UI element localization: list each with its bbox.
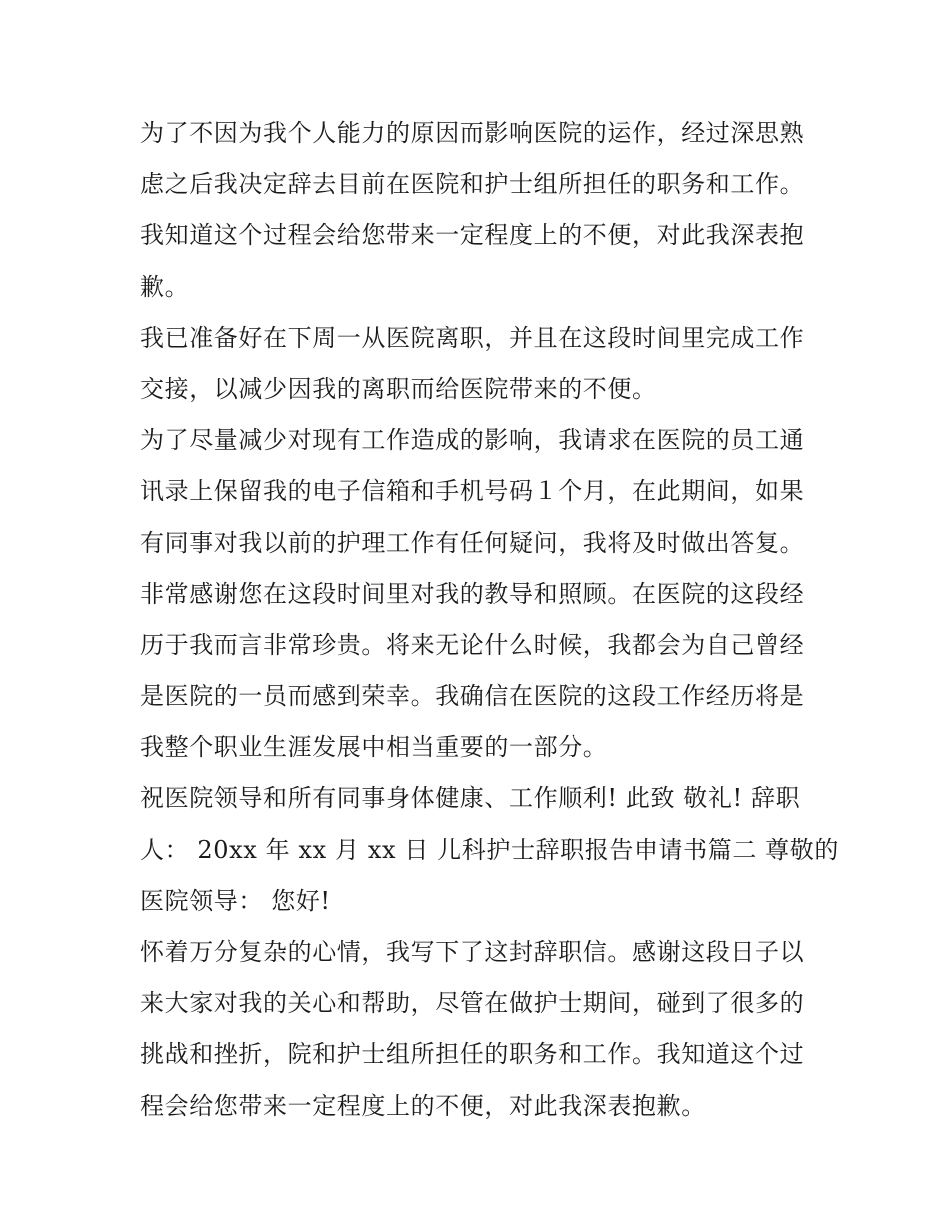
- text-line: 挑战和挫折，院和护士组所担任的职务和工作。我知道这个过: [140, 1040, 805, 1069]
- text-line: 为了不因为我个人能力的原因而影响医院的运作，经过深思熟: [140, 119, 805, 147]
- text-line: 虑之后我决定辞去目前在医院和护士组所担任的职务和工作。: [140, 170, 805, 199]
- text-line: 有同事对我以前的护理工作有任何疑问，我将及时做出答复。: [140, 528, 805, 557]
- text-line: 为了尽量减少对现有工作造成的影响，我请求在医院的员工通: [140, 426, 805, 455]
- text-line: 人： 20xx 年 xx 月 xx 日 儿科护士辞职报告申请书篇二 尊敬的: [140, 835, 839, 864]
- text-line: 非常感谢您在这段时间里对我的教导和照顾。在医院的这段经: [140, 579, 805, 608]
- text-line: 历于我而言非常珍贵。将来无论什么时候，我都会为自己曾经: [140, 630, 805, 659]
- text-line: 医院领导： 您好!: [140, 886, 331, 915]
- text-line: 我整个职业生涯发展中相当重要的一部分。: [140, 733, 608, 762]
- text-line: 歉。: [140, 272, 190, 301]
- text-line: 来大家对我的关心和帮助，尽管在做护士期间，碰到了很多的: [140, 989, 805, 1018]
- text-line: 祝医院领导和所有同事身体健康、工作顺利! 此致 敬礼! 辞职: [140, 784, 801, 813]
- text-line: 程会给您带来一定程度上的不便，对此我深表抱歉。: [140, 1091, 706, 1120]
- text-line: 我知道这个过程会给您带来一定程度上的不便，对此我深表抱: [140, 221, 805, 250]
- text-line: 怀着万分复杂的心情，我写下了这封辞职信。感谢这段日子以: [140, 938, 805, 966]
- text-line: 讯录上保留我的电子信箱和手机号码１个月，在此期间，如果: [140, 477, 805, 506]
- text-line: 交接，以减少因我的离职而给医院带来的不便。: [140, 374, 657, 403]
- text-line: 我已准备好在下周一从医院离职，并且在这段时间里完成工作: [140, 323, 805, 352]
- text-line: 是医院的一员而感到荣幸。我确信在医院的这段工作经历将是: [140, 682, 805, 711]
- document-body: [140, 108, 839, 1132]
